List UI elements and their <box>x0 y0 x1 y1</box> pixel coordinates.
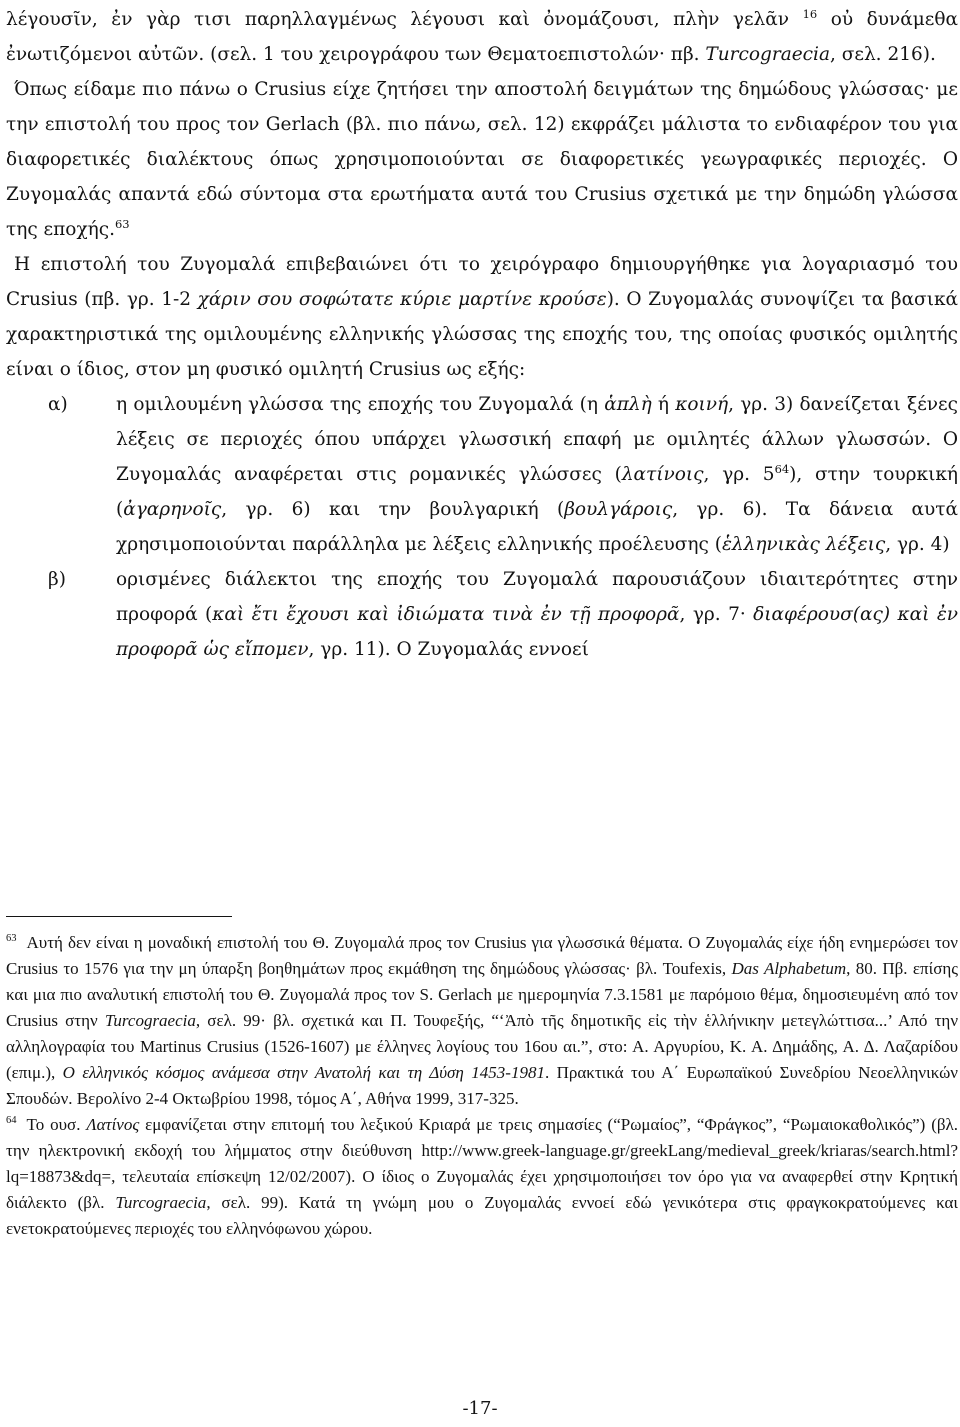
footnote-divider <box>6 916 232 917</box>
paragraph-crusius-request: Όπως είδαμε πιο πάνω ο Crusius είχε ζητήσει την αποστολή δειγμάτων της δημώδους γλώσσας· με την επιστολή του προς τον Gerlach (βλ. πιο πάνω, σελ. 12) εκφράζει μάλιστα το ενδιαφέρον του για διαφορετικές διαλέκτους όπως χρησιμοποιούνται σε διαφορετικές γεωγραφικές περιοχές. Ο Ζυγομαλάς απαντά εδώ σύντομα στα ερωτήματα αυτά του Crusius σχετικά με την δημώδη γλώσσα της εποχής.$^{63}$ <box>6 79 958 240</box>
list-item-b: β) ορισμένες διάλεκτοι της εποχής του Ζυγομαλά παρουσιάζουν ιδιαιτερότητες στην προφορά (καὶ ἔτι ἔχουσι καὶ ἰδιώματα τινὰ ἐν τῇ προφορᾶ, γρ. 7· διαφέρουσ(ας) καὶ ἐν προφορᾶ ὡς εἴπομεν, γρ. 11). Ο Ζυγομαλάς εννοεί <box>6 562 958 667</box>
paragraph-letter-summary: Η επιστολή του Ζυγομαλά επιβεβαιώνει ότι το χειρόγραφο δημιουργήθηκε για λογαριασμό του Crusius (πβ. γρ. 1-2 χάριν σου σοφώτατε κύριε μαρτίνε κρούσε). Ο Ζυγομαλάς συνοψίζει τα βασικά χαρακτηριστικά της ομιλουμένης ελληνικής γλώσσας της εποχής του, της οποίας φυσικός ομιλητής είναι ο ίδιος, στον μη φυσικό ομιλητή Crusius ως εξής: <box>6 254 958 380</box>
page-number: -17- <box>462 1398 498 1419</box>
list-item-a: α) η ομιλουμένη γλώσσα της εποχής του Ζυγομαλά (η ἁπλὴ ή κοινή, γρ. 3) δανείζεται ξένες λέξεις σε περιοχές όπου υπάρχει γλωσσική επαφή με ομιλητές άλλων γλωσσών. Ο Ζυγομαλάς αναφέρεται στις ρομανικές γλώσσες (λατίνοις, γρ. $5^{64}$), στην τουρκική (ἀγαρηνοῖς, γρ. 6) και την βουλγαρική (βουλγάροις, γρ. 6). Τα δάνεια αυτά χρησιμοποιούνται παράλληλα με λέξεις ελληνικής προέλευσης (ἑλληνικὰς λέξεις, γρ. 4) <box>6 387 958 562</box>
superscript-line-number: 16 <box>802 6 818 21</box>
footnote-64: $^{64}$ Το ουσ. Λατίνος εμφανίζεται στην επιτομή του λεξικού Κριαρά με τρεις σημασίες (“Ρωμαίος”, “Φράγκος”, “Ρωμαιοκαθολικός”) (βλ. την ηλεκτρονική εκδοχή του λήμματος στην διεύθυνση http://www.greek-language.gr/greekLang/medieval_greek/kriaras/search.html?lq=18873&dq=, τελευταία επίσκεψη 12/02/2007). Ο ίδιος ο Ζυγομαλάς έχει χρησιμοποιήσει τον όρο για να αναφερθεί στην Κρητική διάλεκτο (βλ. Turcograecia, σελ. 99). Κατά τη γνώμη μου ο Ζυγομαλάς εννοεί εδώ γενικότερα στις φραγκοκρατούμενες και ενετοκρατούμενες περιοχές του ελληνόφωνου χώρου. <box>6 1115 959 1238</box>
list-marker-a: α) <box>48 394 68 415</box>
footnote-number: 63 <box>6 933 17 945</box>
paragraph-quote-end: λέγουσῖν, ἐν γὰρ τισι παρηλλαγμένως λέγουσι καὶ ὀνομάζουσι, πλὴν γελᾶν $^{16}$ οὐ δυνάμεθα ἐνωτιζόμενοι αὐτῶν. (σελ. 1 του χειρογράφου των Θεματοεπιστολών· πβ. Turcograecia, σελ. 216). <box>6 6 958 65</box>
footnote-number: 64 <box>6 1115 17 1127</box>
footnotes-section <box>6 930 958 1242</box>
footnote-63: $^{63}$ Αυτή δεν είναι η μοναδική επιστολή του Θ. Ζυγομαλά προς τον Crusius για γλωσσικά θέματα. Ο Ζυγομαλάς είχε ήδη ενημερώσει τον Crusius το 1576 για την μη ύπαρξη βοηθημάτων προς εκμάθηση της δημώδους γλώσσας· βλ. Toufexis, Das Alphabetum, 80. Πβ. επίσης και μια πιο αναλυτική επιστολή του Θ. Ζυγομαλά προς τον S. Gerlach με ημερομηνία 7.3.1581 με παρόμοιο θέμα, δημοσιευμένη από τον Crusius στην Turcograecia, σελ. 99· βλ. σχετικά και Π. Τουφεξής, “‘Ἀπὸ τῆς δημοτικῆς εἰς τὴν ἑλλήνικην μετεγλώττισα...’ Από την αλληλογραφία του Martinus Crusius (1526-1607) με έλληνες λογίους του 16ου αι.”, στο: Α. Αργυρίου, Κ. Α. Δημάδης, Α. Δ. Λαζαρίδου (επιμ.), Ο ελληνικός κόσμος ανάμεσα στην Ανατολή και τη Δύση 1453-1981. Πρακτικά του Α΄ Ευρωπαϊκού Συνεδρίου Νεοελληνικών Σπουδών. Βερολίνο 2-4 Οκτωβρίου 1998, τόμος Α΄, Αθήνα 1999, 317-325. <box>6 933 959 1108</box>
footnote-ref-63[interactable]: 63 <box>114 216 130 231</box>
main-text <box>6 2 958 667</box>
list-marker-b: β) <box>48 569 66 590</box>
footnote-ref-64[interactable]: 64 <box>774 461 790 476</box>
